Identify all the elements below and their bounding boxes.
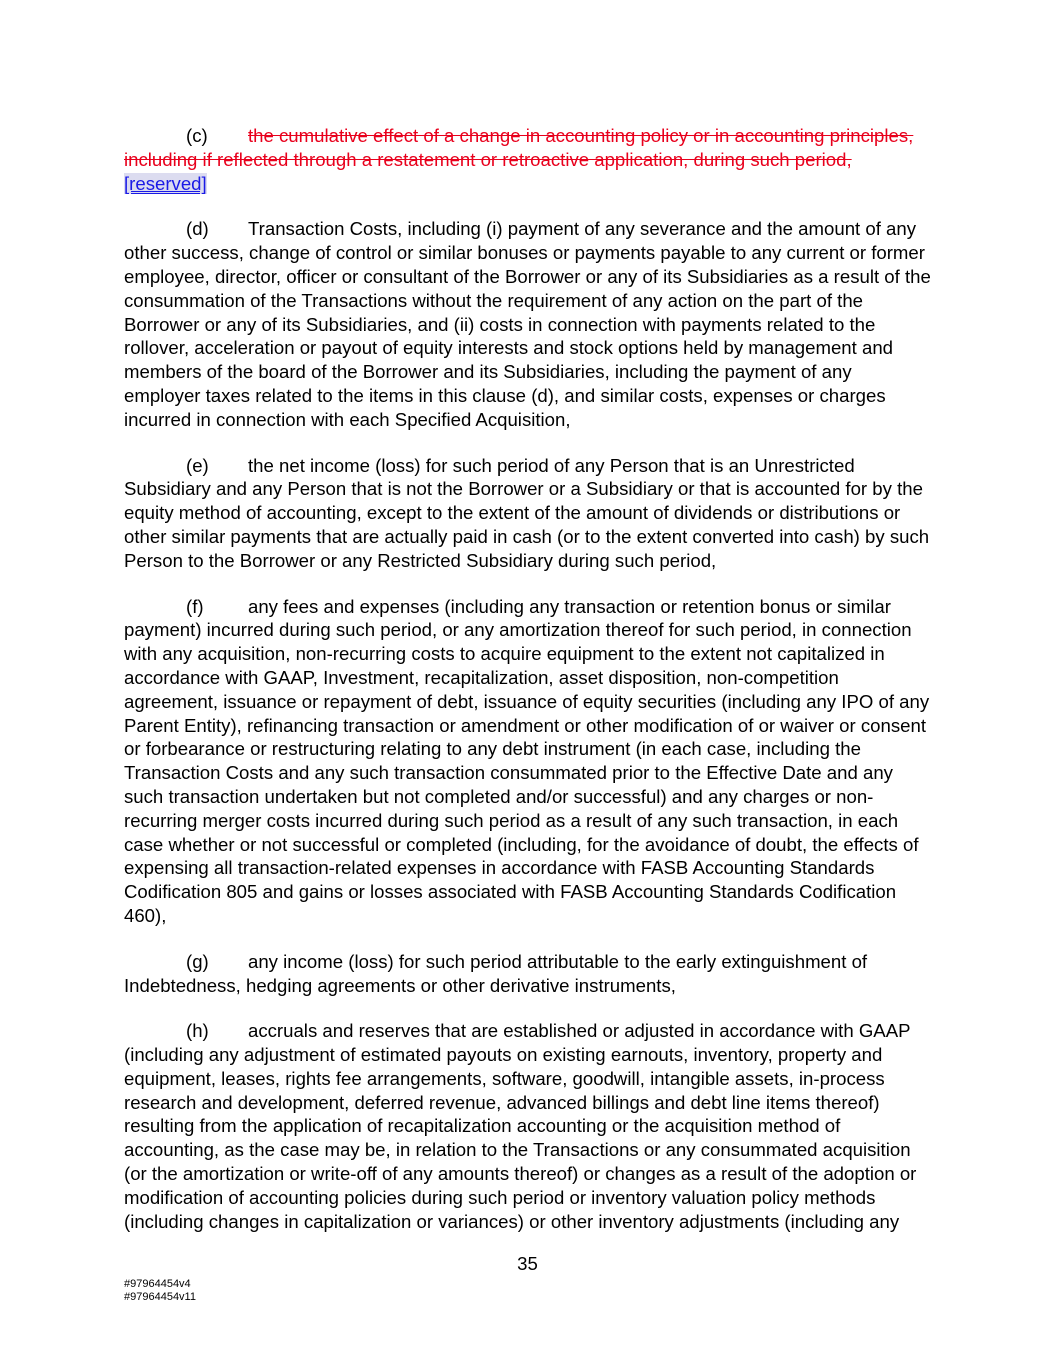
paragraph-d xyxy=(124,217,932,431)
clause-text: any fees and expenses (including any transaction or retention bonus or similar payment) incurred during such period, or any amortization thereof for such period, in connection with any acquisition, non-recurring costs to acquire equipment to the extent not capitalized in accordance with GAAP, Investment, recapitalization, asset disposition, non-competition agreement, issuance or repayment of debt, issuance of equity securities (including any IPO of any Parent Entity), refinancing transaction or amendment or other modification of or waiver or consent or forbearance or restructuring relating to any debt instrument (in each case, including the Transaction Costs and any such transaction consummated prior to the Effective Date and any such transaction undertaken but not completed and/or successful) and any charges or non-recurring merger costs incurred during such period as a result of any such transaction, in each case whether or not successful or completed (including, for the avoidance of doubt, the effects of expensing all transaction-related expenses in accordance with FASB Accounting Standards Codification 805 and gains or losses associated with FASB Accounting Standards Codification 460), xyxy=(124,595,930,926)
clause-text: any income (loss) for such period attributable to the early extinguishment of Indebtedness, hedging agreements or other derivative instruments, xyxy=(124,950,868,996)
paragraph-h xyxy=(124,1019,932,1233)
deleted-text: the cumulative effect of a change in accounting policy or in accounting principles, including if reflected through a restatement or retroactive application, during such period, xyxy=(124,125,914,170)
paragraph-c xyxy=(124,124,932,195)
clause-label: (e) xyxy=(186,454,209,476)
paragraph-e xyxy=(124,454,932,573)
document-body xyxy=(124,124,932,1255)
paragraph-f xyxy=(124,595,932,928)
inserted-text: [reserved] xyxy=(124,172,207,194)
doc-id-1: #97964454v4 xyxy=(124,1278,191,1290)
clause-label: (d) xyxy=(186,218,209,240)
paragraph-g xyxy=(124,950,932,998)
doc-id-2: #97964454v11 xyxy=(124,1291,196,1303)
clause-label: (f) xyxy=(186,595,204,617)
clause-text: the net income (loss) for such period of any Person that is an Unrestricted Subsidiary and any Person that is not the Borrower or a Subsidiary or that is accounted for by the equity method of accounting, except to the extent of the amount of dividends or distributions or other similar payments that are actually paid in cash (or to the extent converted into cash) by such Person to the Borrower or any Restricted Subsidiary during such period, xyxy=(124,454,930,571)
clause-label: (g) xyxy=(186,950,209,972)
clause-label: (h) xyxy=(186,1020,209,1042)
clause-text: accruals and reserves that are established or adjusted in accordance with GAAP (including any adjustment of estimated payouts on existing earnouts, inventory, property and equipment, leases, rights fee arrangements, software, goodwill, intangible assets, in-process research and development, deferred revenue, advanced billings and debt line items thereof) resulting from the application of recapitalization accounting or the acquisition method of accounting, as the case may be, in relation to the Transactions or any consummated acquisition (or the amortization or write-off of any amounts thereof) or changes as a result of the adoption or modification of accounting policies during such period or inventory valuation policy methods (including changes in capitalization or variances) or other inventory adjustments (including any xyxy=(124,1020,917,1232)
clause-label: (c) xyxy=(186,125,208,146)
page-number: 35 xyxy=(517,1253,538,1274)
clause-text: Transaction Costs, including (i) payment of any severance and the amount of any other success, change of control or similar bonuses or payments payable to any current or former employee, director, officer or consultant of the Borrower or any of its Subsidiaries as a result of the consummation of the Transactions without the requirement of any action on the part of the Borrower or any of its Subsidiaries, and (ii) costs in connection with payments related to the rollover, acceleration or payout of equity interests and stock options held by management and members of the board of the Borrower and its Subsidiaries, including the payment of any employer taxes related to the items in this clause (d), and similar costs, expenses or charges incurred in connection with each Specified Acquisition, xyxy=(124,218,931,430)
